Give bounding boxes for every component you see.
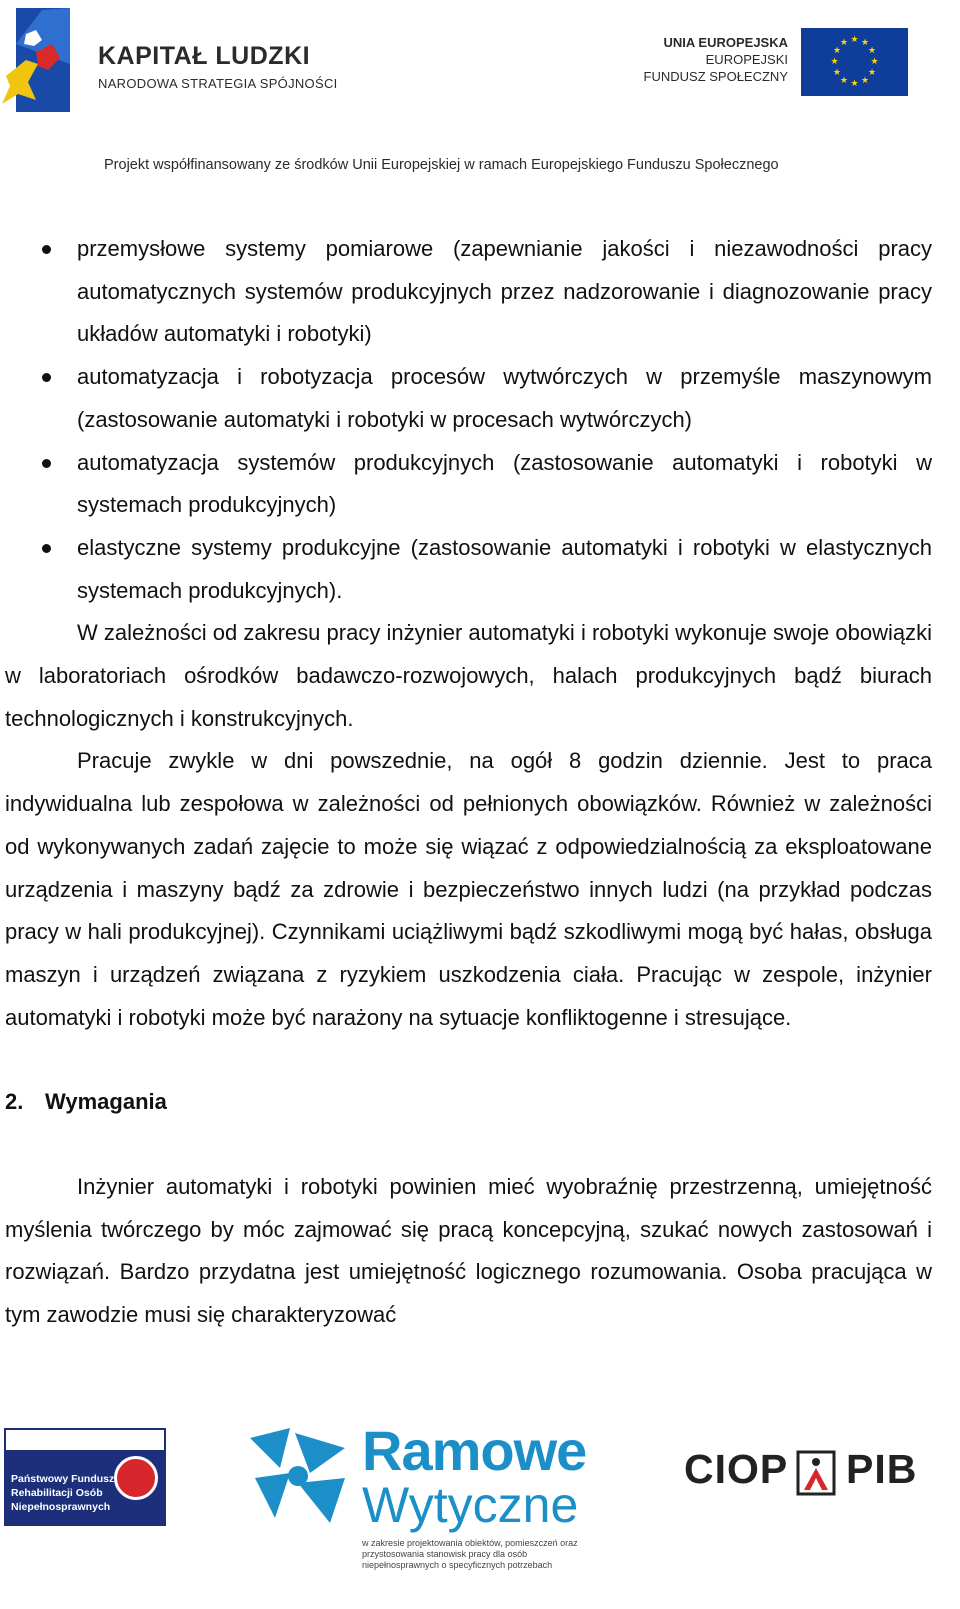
svg-text:★: ★ bbox=[870, 57, 879, 67]
document-body bbox=[5, 228, 932, 1337]
page-footer bbox=[0, 1410, 960, 1609]
ciop-logo-text: CIOP bbox=[684, 1446, 789, 1492]
svg-text:★: ★ bbox=[850, 35, 859, 45]
svg-text:★: ★ bbox=[850, 79, 859, 89]
pfron-name bbox=[11, 1472, 114, 1514]
eu-line-1: UNIA EUROPEJSKA bbox=[663, 35, 788, 50]
ramowe-title: Ramowe bbox=[362, 1419, 587, 1482]
list-item-text: elastyczne systemy produkcyjne (zastosowanie automatyki i robotyki w elastycznych systemach produkcyjnych). bbox=[77, 534, 932, 603]
wytyczne-title: Wytyczne bbox=[362, 1477, 579, 1533]
bullet-icon bbox=[42, 373, 51, 382]
svg-text:★: ★ bbox=[860, 76, 870, 86]
ramowe-wytyczne-icon bbox=[250, 1428, 350, 1528]
pfron-line-3: Niepełnosprawnych bbox=[11, 1501, 111, 1513]
kapital-ludzki-logo bbox=[2, 4, 76, 116]
cofinancing-note: Projekt współfinansowany ze środków Unii Europejskiej w ramach Europejskiego Funduszu Społecznego bbox=[104, 157, 779, 173]
pib-logo-text: PIB bbox=[846, 1446, 918, 1492]
bullet-icon bbox=[42, 544, 51, 553]
svg-text:★: ★ bbox=[867, 68, 877, 78]
svg-text:★: ★ bbox=[832, 46, 842, 56]
bullet-icon bbox=[42, 245, 51, 254]
list-item-text: automatyzacja i robotyzacja procesów wytwórczych w przemyśle maszynowym (zastosowanie automatyki i robotyki w procesach wytwórczych) bbox=[77, 364, 932, 432]
svg-text:★: ★ bbox=[830, 57, 839, 67]
bullet-list bbox=[5, 228, 932, 612]
section-heading bbox=[5, 1081, 932, 1124]
svg-text:★: ★ bbox=[832, 68, 842, 78]
kapital-ludzki-title: KAPITAŁ LUDZKI bbox=[98, 42, 311, 70]
eu-line-3: FUNDUSZ SPOŁECZNY bbox=[643, 69, 788, 84]
list-item-text: przemysłowe systemy pomiarowe (zapewnianie jakości i niezawodności pracy automatycznych systemów produkcyjnych przez nadzorowanie i diagnozowanie pracy układów automatyki i robotyki) bbox=[77, 236, 932, 347]
kapital-ludzki-subtitle: NARODOWA STRATEGIA SPÓJNOŚCI bbox=[98, 76, 338, 91]
paragraph-workplace: W zależności od zakresu pracy inżynier automatyki i robotyki wykonuje swoje obowiązki w laboratoriach ośrodków badawczo-rozwojowych, halach produkcyjnych bądź biurach technologicznych i konstrukcyjnych. bbox=[5, 620, 932, 731]
eu-flag-icon bbox=[801, 28, 908, 96]
paragraph-working-conditions: Pracuje zwykle w dni powszednie, na ogół 8 godzin dziennie. Jest to praca indywidualna lub zespołowa w zależności od pełnionych obowiązków. Również w zależności od wykonywanych zadań zajęcie to może się wiązać z odpowiedzialnością za eksploatowane urządzenia i maszyny bądź za zdrowie i bezpieczeństwo innych ludzi (na przykład podczas pracy w hali produkcyjnej). Czynnikami uciążliwymi bądź szkodliwymi mogą być hałas, obsługa maszyn i urządzeń związana z ryzykiem uszkodzenia ciała. Pracując w zespole, inżynier automatyki i robotyki może być narażony na sytuacje konfliktogenne i stresujące. bbox=[5, 748, 932, 1030]
section-number: 2. bbox=[5, 1089, 24, 1115]
page-header bbox=[0, 0, 960, 200]
svg-text:★: ★ bbox=[839, 76, 849, 86]
section-title: Wymagania bbox=[45, 1089, 167, 1115]
pfron-line-1: Państwowy Fundusz bbox=[11, 1473, 115, 1485]
pfron-band bbox=[6, 1430, 164, 1450]
pfron-emblem-icon bbox=[114, 1456, 158, 1500]
svg-text:★: ★ bbox=[839, 38, 849, 48]
list-item bbox=[5, 356, 932, 441]
list-item bbox=[5, 442, 932, 527]
list-item bbox=[5, 527, 932, 612]
svg-text:★: ★ bbox=[867, 46, 877, 56]
eu-line-2: EUROPEJSKI bbox=[705, 52, 788, 67]
ciop-pib-emblem-icon bbox=[796, 1450, 836, 1496]
svg-text:★: ★ bbox=[860, 38, 870, 48]
bullet-icon bbox=[42, 459, 51, 468]
eu-fund-label bbox=[644, 34, 788, 85]
list-item-text: automatyzacja systemów produkcyjnych (zastosowanie automatyki i robotyki w systemach produkcyjnych) bbox=[77, 449, 932, 518]
paragraph-requirements: Inżynier automatyki i robotyki powinien mieć wyobraźnię przestrzenną, umiejętność myślenia twórczego by móc zajmować się pracą koncepcyjną, szukać nowych zastosowań i rozwiązań. Bardzo przydatna jest umiejętność logicznego rozumowania. Osoba pracująca w tym zawodzie musi się charakteryzować bbox=[5, 1174, 932, 1328]
ramowe-wytyczne-subtitle: w zakresie projektowania obiektów, pomieszczeń oraz przystosowania stanowisk pracy dla osób niepełnosprawnych o specyficznych potrzebach bbox=[362, 1538, 578, 1570]
pfron-line-2: Rehabilitacji Osób bbox=[11, 1487, 103, 1499]
pfron-logo bbox=[4, 1428, 166, 1526]
list-item bbox=[5, 228, 932, 356]
